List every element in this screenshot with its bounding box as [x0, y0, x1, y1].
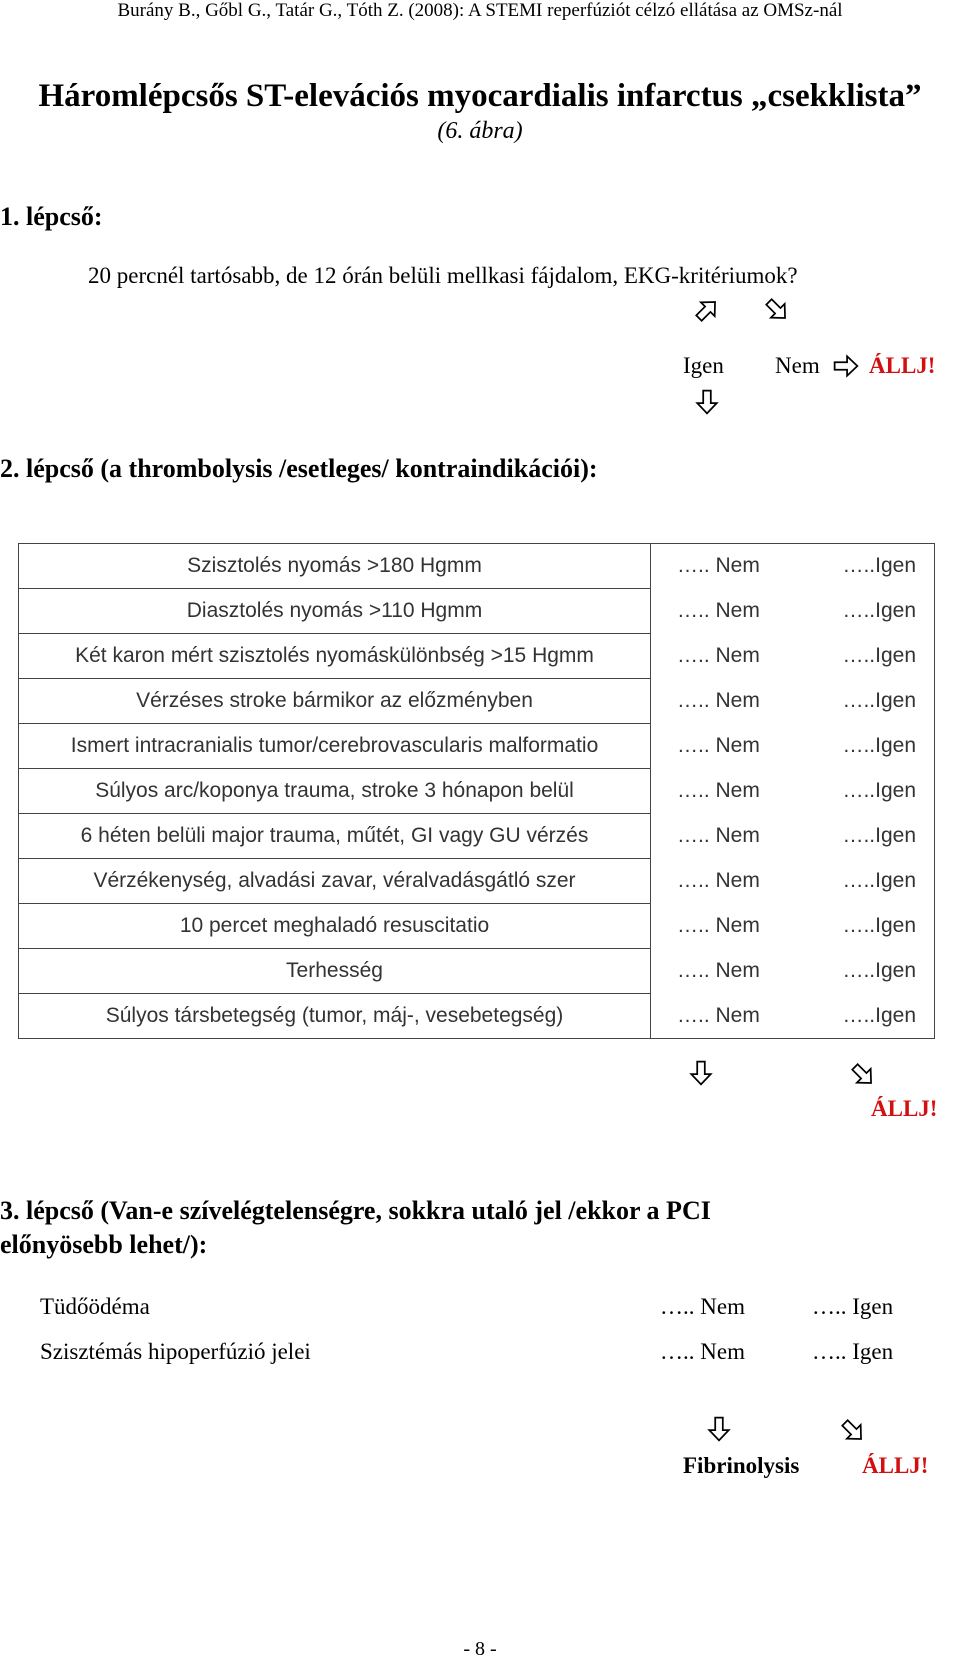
contraindication-label: Vérzéses stroke bármikor az előzményben	[19, 679, 651, 724]
arrow-down-right-icon	[835, 1413, 872, 1450]
answer-yes: …..Igen	[842, 959, 916, 982]
contraindication-row	[19, 994, 935, 1039]
contraindication-row	[19, 904, 935, 949]
answer-cell	[651, 634, 935, 679]
arrow-right-icon	[833, 353, 859, 379]
answer-cell	[651, 814, 935, 859]
step2-stop: ÁLLJ!	[871, 1096, 938, 1121]
answer-no: ….. Nem	[677, 959, 760, 982]
contraindication-label: Ismert intracranialis tumor/cerebrovascularis malformatio	[19, 724, 651, 769]
answer-cell	[651, 904, 935, 949]
contraindication-row	[19, 634, 935, 679]
answer-yes: …..Igen	[842, 599, 916, 622]
step3-stop: ÁLLJ!	[862, 1453, 929, 1478]
step1-question: 20 percnél tartósabb, de 12 órán belüli mellkasi fájdalom, EKG-kritériumok?	[88, 263, 798, 288]
contraindication-label: Súlyos társbetegség (tumor, máj-, vesebetegség)	[19, 994, 651, 1039]
answer-cell	[651, 589, 935, 634]
step3-item-no: ….. Nem	[660, 1294, 745, 1319]
answer-yes: …..Igen	[842, 914, 916, 937]
arrow-down-icon	[694, 389, 720, 415]
step3-item-yes: ….. Igen	[812, 1339, 894, 1364]
contraindication-label: Terhesség	[19, 949, 651, 994]
answer-cell	[651, 859, 935, 904]
contraindication-row	[19, 544, 935, 589]
contraindication-label: Szisztolés nyomás >180 Hgmm	[19, 544, 651, 589]
answer-no: ….. Nem	[677, 824, 760, 847]
contraindication-row	[19, 814, 935, 859]
contraindication-row	[19, 589, 935, 634]
contraindication-label: 10 percet meghaladó resuscitatio	[19, 904, 651, 949]
answer-cell	[651, 544, 935, 589]
step3-item-yes: ….. Igen	[812, 1294, 894, 1319]
answer-yes: …..Igen	[842, 554, 916, 578]
answer-yes: …..Igen	[842, 1003, 916, 1027]
arrow-up-right-icon	[689, 292, 726, 329]
page-title: Háromlépcsős ST-elevációs myocardialis infarctus „csekklista”	[38, 78, 922, 114]
answer-yes: …..Igen	[842, 644, 916, 667]
answer-yes: …..Igen	[842, 869, 916, 892]
arrow-down-icon	[706, 1416, 732, 1442]
step3-item-label: Szisztémás hipoperfúzió jelei	[40, 1339, 311, 1364]
step1-no: Nem	[775, 353, 820, 378]
step3-heading-line1: 3. lépcső (Van-e szívelégtelenségre, sokkra utaló jel /ekkor a PCI	[0, 1196, 711, 1225]
contraindication-row	[19, 769, 935, 814]
answer-no: ….. Nem	[677, 734, 760, 757]
arrow-down-right-icon	[759, 292, 796, 329]
answer-cell	[651, 949, 935, 994]
answer-cell	[651, 724, 935, 769]
figure-caption: (6. ábra)	[437, 118, 523, 144]
step2-heading: 2. lépcső (a thrombolysis /esetleges/ kontraindikációi):	[0, 454, 598, 483]
answer-no: ….. Nem	[677, 554, 760, 578]
contraindication-row	[19, 949, 935, 994]
answer-no: ….. Nem	[677, 599, 760, 622]
answer-no: ….. Nem	[677, 1003, 760, 1027]
arrow-down-right-icon	[845, 1057, 882, 1094]
answer-no: ….. Nem	[677, 869, 760, 892]
contraindication-label: Két karon mért szisztolés nyomáskülönbség >15 Hgmm	[19, 634, 651, 679]
contraindication-row	[19, 679, 935, 724]
contraindication-label: Súlyos arc/koponya trauma, stroke 3 hónapon belül	[19, 769, 651, 814]
contraindication-label: Vérzékenység, alvadási zavar, véralvadásgátló szer	[19, 859, 651, 904]
contraindication-row	[19, 724, 935, 769]
arrow-down-icon	[688, 1060, 714, 1086]
answer-cell	[651, 679, 935, 724]
answer-cell	[651, 769, 935, 814]
answer-no: ….. Nem	[677, 914, 760, 937]
step1-heading: 1. lépcső:	[0, 202, 103, 231]
step3-heading-line2: előnyösebb lehet/):	[0, 1230, 208, 1259]
contraindication-table	[18, 543, 935, 1039]
page-number: - 8 -	[463, 1638, 497, 1660]
answer-yes: …..Igen	[842, 824, 916, 847]
answer-yes: …..Igen	[842, 689, 916, 712]
page-header: Burány B., Gőbl G., Tatár G., Tóth Z. (2008): A STEMI reperfúziót célzó ellátása az OMSz-nál	[117, 0, 843, 21]
answer-no: ….. Nem	[677, 779, 760, 802]
answer-cell	[651, 994, 935, 1039]
step3-item-no: ….. Nem	[660, 1339, 745, 1364]
step3-item-label: Tüdőödéma	[40, 1294, 150, 1319]
answer-yes: …..Igen	[842, 779, 916, 802]
step1-yes: Igen	[683, 353, 724, 378]
fibrinolysis-label: Fibrinolysis	[683, 1453, 800, 1478]
answer-yes: …..Igen	[842, 734, 916, 757]
contraindication-row	[19, 859, 935, 904]
answer-no: ….. Nem	[677, 689, 760, 712]
step1-stop: ÁLLJ!	[869, 353, 936, 378]
answer-no: ….. Nem	[677, 644, 760, 667]
contraindication-label: 6 héten belüli major trauma, műtét, GI vagy GU vérzés	[19, 814, 651, 859]
contraindication-label: Diasztolés nyomás >110 Hgmm	[19, 589, 651, 634]
